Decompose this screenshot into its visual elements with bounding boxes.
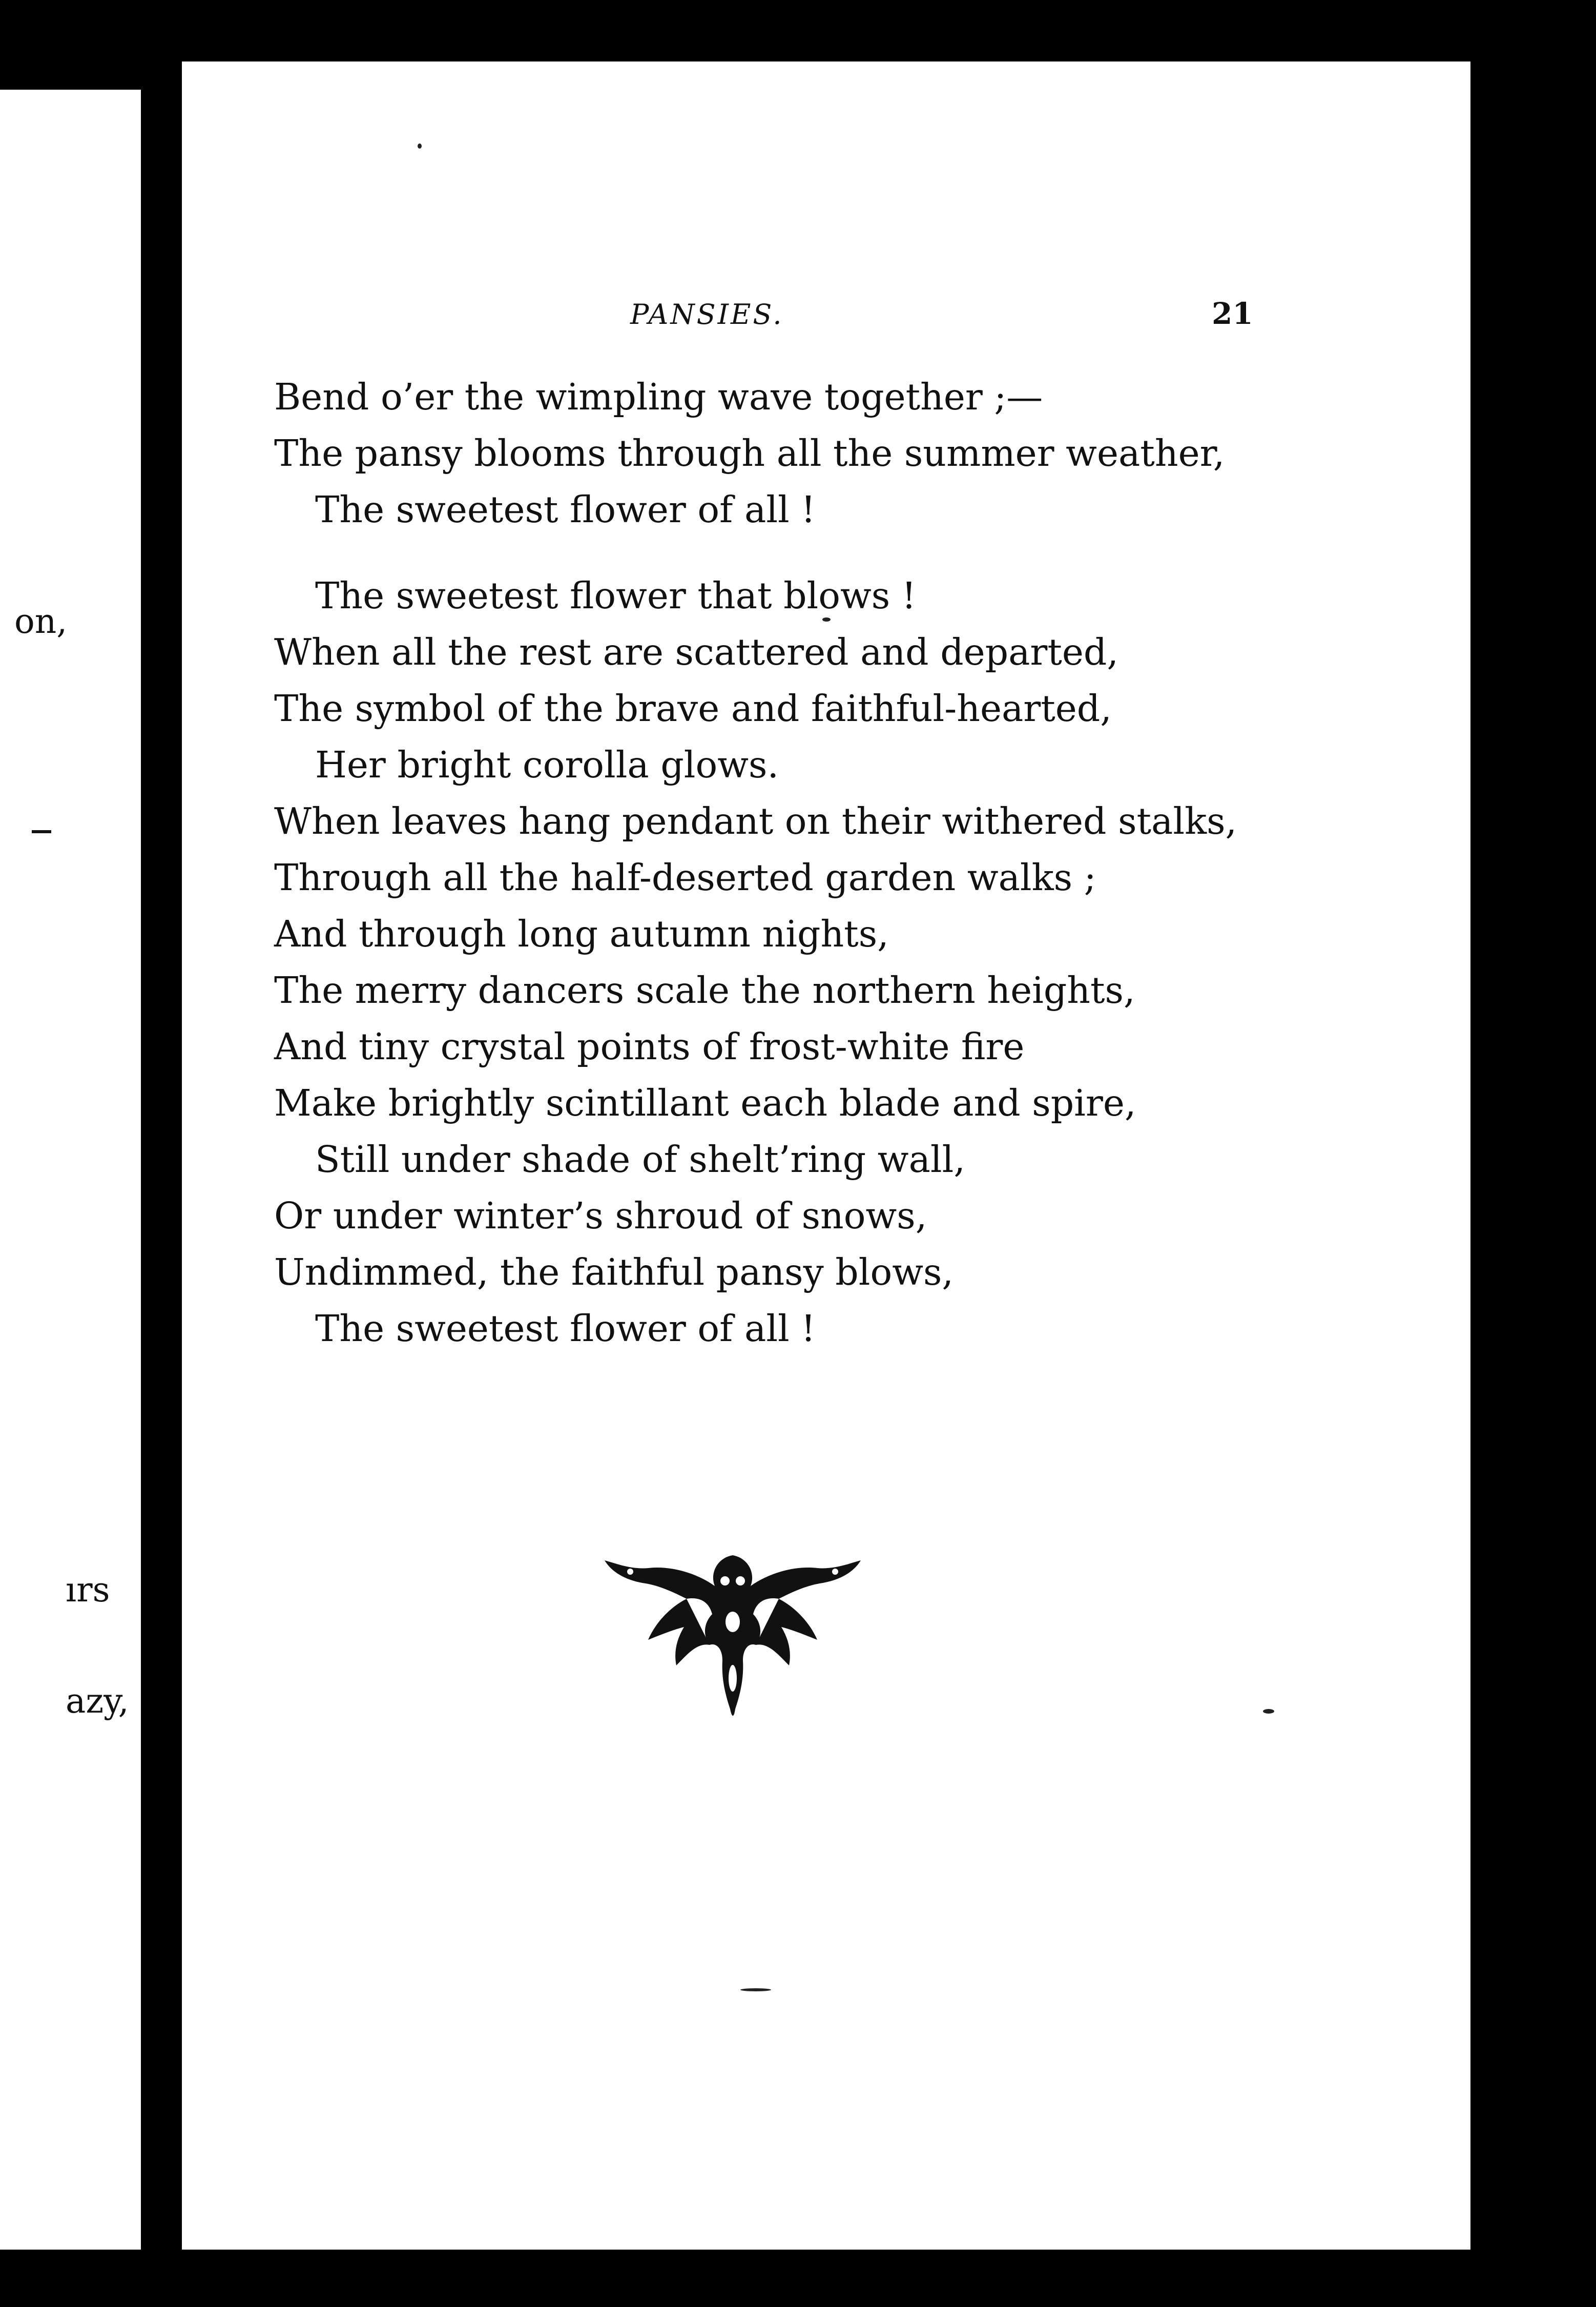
poem-line: The symbol of the brave and faithful-hearted, — [274, 687, 1112, 730]
poem-line: And through long autumn nights, — [274, 913, 889, 955]
facing-page-fragment: azy, — [66, 1681, 129, 1721]
poem-text — [274, 369, 1237, 1357]
poem-line: The sweetest flower of all ! — [315, 488, 816, 531]
poem-line: Or under winter’s shroud of snows, — [274, 1194, 927, 1237]
print-speck — [740, 1988, 771, 1991]
facing-page-fragment: on, — [14, 602, 68, 641]
print-speck — [822, 617, 831, 622]
poem-line: Her bright corolla glows. — [315, 744, 779, 786]
facing-page-fragment: ırs — [66, 1570, 110, 1610]
poem-line: The sweetest flower that blows ! — [315, 574, 917, 617]
facing-page-rule — [32, 830, 51, 833]
book-page — [182, 61, 1470, 2250]
facing-page-edge — [0, 90, 141, 2250]
poem-line: The merry dancers scale the northern heights, — [274, 969, 1135, 1012]
poem-line: Still under shade of shelt’ring wall, — [315, 1138, 965, 1181]
poem-line: The pansy blooms through all the summer weather, — [274, 432, 1225, 475]
poem-line: Undimmed, the faithful pansy blows, — [274, 1251, 954, 1293]
poem-line: Bend o’er the wimpling wave together ;— — [274, 376, 1043, 418]
poem-line: Make brightly scintillant each blade and spire, — [274, 1082, 1136, 1124]
poem-line: Through all the half-deserted garden walks ; — [274, 856, 1096, 899]
print-speck — [1263, 1709, 1274, 1714]
poem-line: When leaves hang pendant on their withered stalks, — [274, 800, 1237, 842]
poem-line: And tiny crystal points of frost-white fire — [274, 1025, 1025, 1068]
floral-tailpiece-icon — [599, 1545, 866, 1729]
page-number: 21 — [1212, 296, 1253, 331]
poem-line: The sweetest flower of all ! — [315, 1307, 816, 1350]
poem-line: When all the rest are scattered and departed, — [274, 631, 1118, 673]
running-head: PANSIES. — [630, 298, 784, 331]
print-speck — [418, 143, 422, 149]
